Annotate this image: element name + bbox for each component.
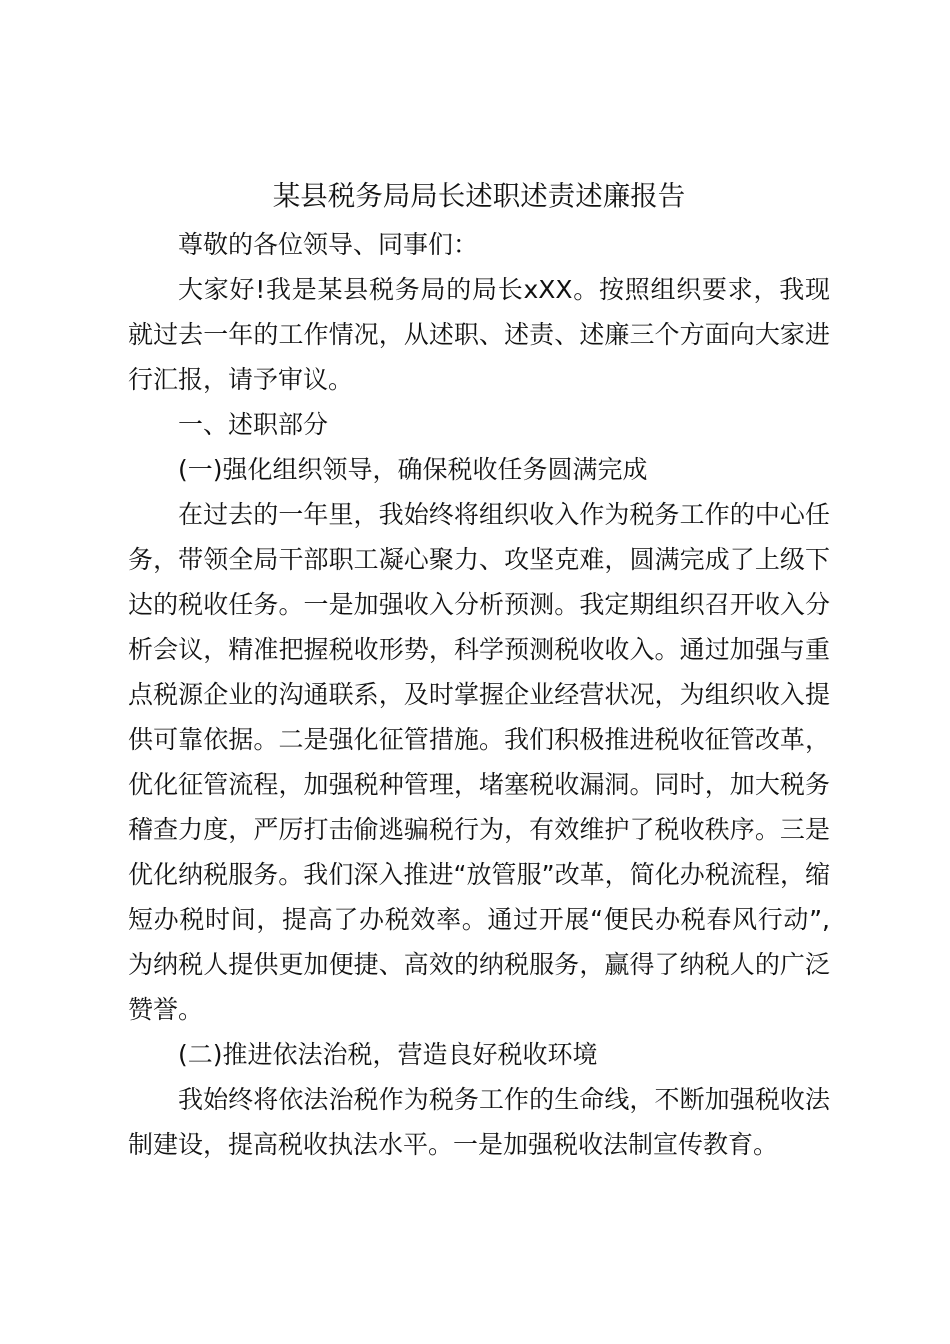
subsection-heading-1: (一)强化组织领导，确保税收任务圆满完成 [178, 455, 648, 484]
salutation: 尊敬的各位领导、同事们： [178, 230, 479, 259]
subsection-heading-2: (二)推进依法治税，营造良好税收环境 [178, 1040, 598, 1069]
opening-paragraph: 大家好!我是某县税务局的局长xXX。按照组织要求，我现就过去一年的工作情况，从述职、述责、述廉三个方面向大家进行汇报，请予审议。 [128, 275, 830, 394]
section-heading-1: 一、述职部分 [178, 410, 329, 439]
document-title: 某县税务局局长述职述责述廉报告 [272, 180, 686, 212]
document-body [128, 174, 830, 1167]
body-paragraph-2: 我始终将依法治税作为税务工作的生命线，不断加强税收法制建设，提高税收执法水平。一是加强税收法制宣传教育。 [128, 1085, 830, 1159]
body-paragraph-1: 在过去的一年里，我始终将组织收入作为税务工作的中心任务，带领全局干部职工凝心聚力、攻坚克难，圆满完成了上级下达的税收任务。一是加强收入分析预测。我定期组织召开收入分析会议，精准把握税收形势，科学预测税收收入。通过加强与重点税源企业的沟通联系，及时掌握企业经营状况，为组织收入提供可靠依据。二是强化征管措施。我们积极推进税收征管改革，优化征管流程，加强税种管理，堵塞税收漏洞。同时，加大税务稽查力度，严厉打击偷逃骗税行为，有效维护了税收秩序。三是优化纳税服务。我们深入推进“放管服”改革，简化办税流程，缩短办税时间，提高了办税效率。通过开展“便民办税春风行动”,为纳税人提供更加便捷、高效的纳税服务，赢得了纳税人的广泛赞誉。 [128, 500, 830, 1024]
